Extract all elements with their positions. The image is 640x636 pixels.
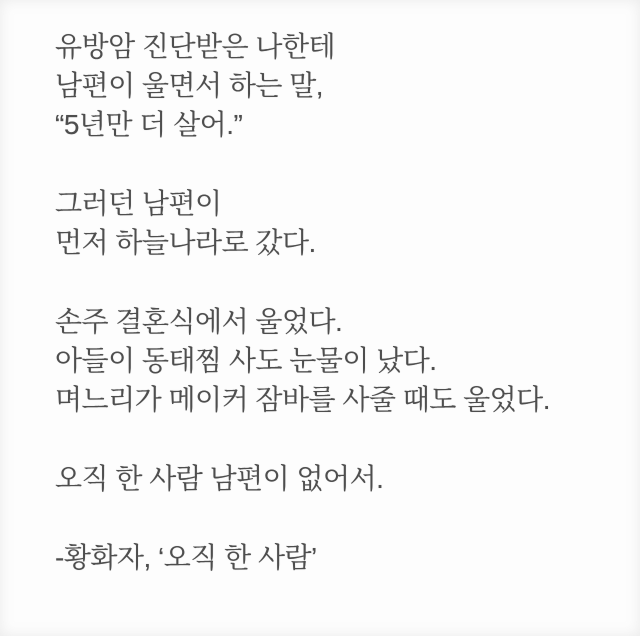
poem-attribution xyxy=(55,538,620,577)
poem-line-1: 유방암 진단받은 나한테 xyxy=(55,31,336,62)
poem-line-4: 그러던 남편이 xyxy=(55,188,222,219)
poem-line-5: 먼저 하늘나라로 갔다. xyxy=(55,227,316,258)
poem-stanza-2 xyxy=(55,184,620,262)
poem-text-block xyxy=(55,27,620,617)
poem-line-8: 며느리가 메이커 잠바를 사줄 때도 울었다. xyxy=(55,384,550,415)
poem-line-3: “5년만 더 살어.” xyxy=(55,109,243,140)
poem-attribution-line: -황화자, ‘오직 한 사람’ xyxy=(55,542,317,573)
poem-line-6: 손주 결혼식에서 울었다. xyxy=(55,306,343,337)
poem-stanza-3 xyxy=(55,302,620,419)
poem-line-7: 아들이 동태찜 사도 눈물이 났다. xyxy=(55,345,437,376)
poem-stanza-4 xyxy=(55,459,620,498)
poem-line-9: 오직 한 사람 남편이 없어서. xyxy=(55,463,384,494)
poem-stanza-1 xyxy=(55,27,620,144)
poem-line-2: 남편이 울면서 하는 말, xyxy=(55,70,324,101)
